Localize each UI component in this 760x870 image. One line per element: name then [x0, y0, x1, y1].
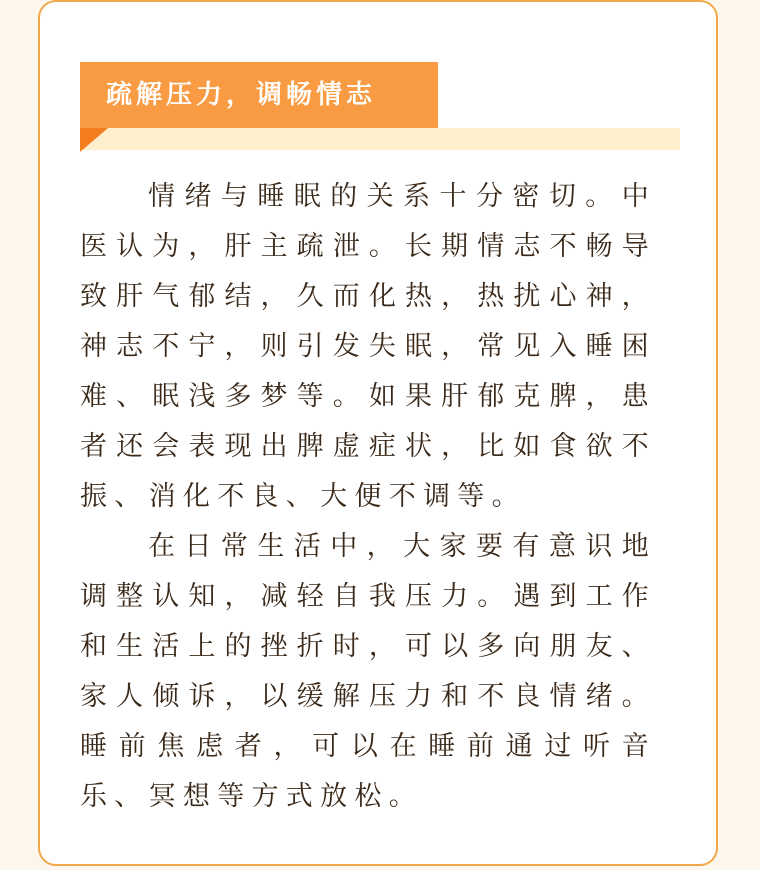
heading-fold-corner	[80, 128, 108, 152]
heading-underline-strip	[80, 128, 680, 150]
paragraph-2: 在日常生活中，大家要有意识地调整认知，减轻自我压力。遇到工作和生活上的挫折时，可以多向朋友、家人倾诉，以缓解压力和不良情绪。睡前焦虑者，可以在睡前通过听音乐、冥想等方式放松。	[80, 531, 656, 812]
section-heading: 疏解压力，调畅情志	[106, 80, 377, 110]
section-heading-banner	[80, 62, 680, 152]
heading-label-box	[80, 62, 438, 128]
article-body	[80, 172, 656, 822]
paragraph-1: 情绪与睡眠的关系十分密切。中医认为，肝主疏泄。长期情志不畅导致肝气郁结，久而化热，热扰心神，神志不宁，则引发失眠，常见入睡困难、眠浅多梦等。如果肝郁克脾，患者还会表现出脾虚症状，比如食欲不振、消化不良、大便不调等。	[80, 181, 656, 512]
